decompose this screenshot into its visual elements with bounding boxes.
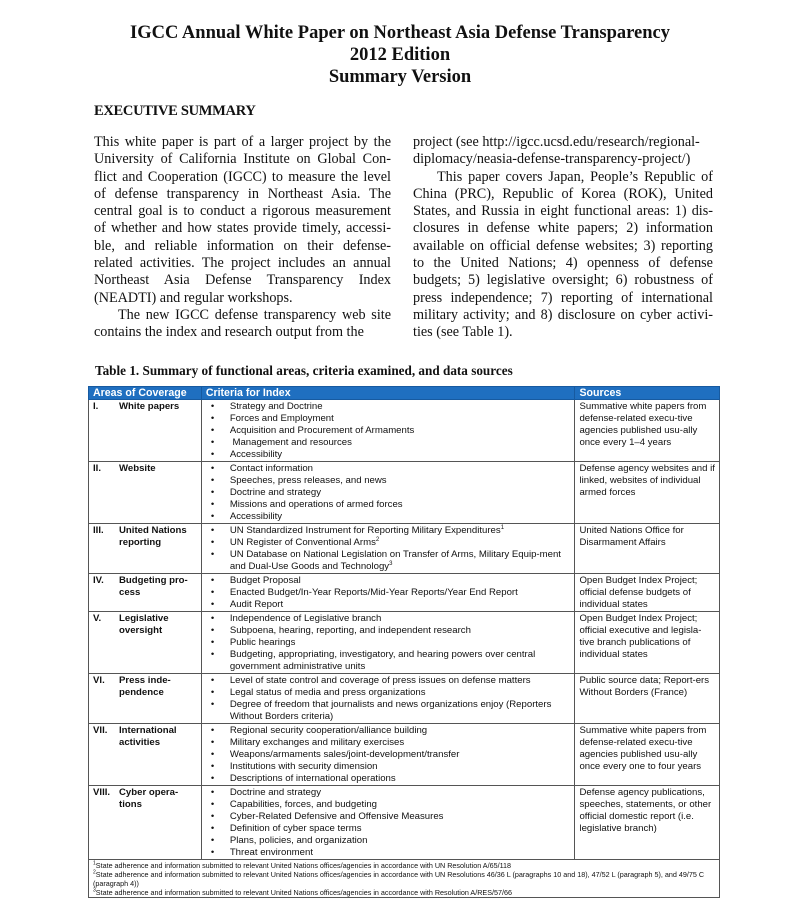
sources-cell: Defense agency websites and if linked, websites of individual armed forces [575,462,720,524]
criteria-cell [201,724,575,786]
table-row [89,786,720,860]
footnote-ref: 3 [389,560,393,567]
criteria-item: • Independence of Legislative branch [206,613,571,625]
criteria-item: • Contact information [206,463,571,475]
area-number: V. [93,613,102,624]
criteria-cell [201,786,575,860]
footnote-mark: 3 [93,887,96,894]
table-row [89,574,720,612]
footnotes-cell [89,860,720,898]
criteria-item: • Plans, policies, and organization [206,835,571,847]
criteria-item: • Accessibility [206,449,571,461]
criteria-item [206,549,571,573]
footnote-mark: 1 [93,860,96,867]
title-line-3: Summary Version [328,67,472,87]
sources-cell: Public source data; Report-ers Without Borders (France) [575,674,720,724]
criteria-item: • Management and resources [206,437,571,449]
criteria-text: UN Register of Conventional Arms [229,537,376,548]
criteria-item: • Doctrine and strategy [206,787,571,799]
title-line-1: IGCC Annual White Paper on Northeast Asia Defense Transparency [130,23,670,43]
criteria-item: • Legal status of media and press organizations [206,687,571,699]
sources-cell: Open Budget Index Project; official executive and legisla-tive branch publications of individual states [575,612,720,674]
area-cell [89,462,202,524]
area-number: IV. [93,575,104,586]
criteria-cell [201,462,575,524]
footnote-mark: 2 [93,869,96,876]
criteria-cell [201,612,575,674]
table-footnotes-row [89,860,720,898]
column-header-sources: Sources [575,387,720,400]
document-title [0,22,800,88]
area-number: VII. [93,725,108,736]
column-header-areas: Areas of Coverage [89,387,202,400]
paragraph: This paper covers Japan, People’s Republic of China (PRC), Republic of Korea (ROK), United States, and Russia in eight functional areas: 1) dis-closures in defense white papers; 2) information available on official defense websites; 3) reporting to the United Nations; 4) openness of defense budgets; 5) legislative oversight; 6) robustness of press independence; 7) reporting of international military activity; and 8) disclosure on cyber activi-ties (see Table 1). [413,168,713,341]
criteria-item: • Level of state control and coverage of press issues on defense matters [206,675,571,687]
table-row [89,524,720,574]
area-label: International activities [119,725,177,748]
area-number: III. [93,525,104,536]
area-cell [89,612,202,674]
criteria-item: • Capabilities, forces, and budgeting [206,799,571,811]
area-cell [89,786,202,860]
criteria-item: • Public hearings [206,637,571,649]
criteria-item: • Accessibility [206,511,571,523]
criteria-item [206,537,571,549]
criteria-item: • Definition of cyber space terms [206,823,571,835]
footnote-ref: 2 [375,536,380,543]
footnote-text: State adherence and information submitted to relevant United Nations offices/agencies in accordance with UN Resolutions 46/36 L (paragraphs 10 and 18), 47/52 L (paragraph 5), and 49/75 C (paragraph 4)) [93,870,705,888]
area-cell [89,674,202,724]
criteria-item: • Acquisition and Procurement of Armaments [206,425,571,437]
area-cell [89,724,202,786]
area-label: Cyber opera-tions [119,787,179,810]
criteria-item: • Budgeting, appropriating, investigatory, and hearing powers over central government administrative units [206,649,571,673]
area-cell [89,400,202,462]
area-cell [89,524,202,574]
criteria-item [206,525,571,537]
criteria-cell [201,674,575,724]
table-header-row [89,387,720,400]
area-number: I. [93,401,99,412]
table-row [89,724,720,786]
sources-cell: Summative white papers from defense-related execu-tive agencies published usu-ally once every 1–4 years [575,400,720,462]
sources-cell: Open Budget Index Project; official defense budgets of individual states [575,574,720,612]
criteria-item: • Degree of freedom that journalists and news organizations enjoy (Reporters Without Borders criteria) [206,699,571,723]
area-label: Legislative oversight [119,613,169,636]
footnote-text: State adherence and information submitted to relevant United Nations offices/agencies in accordance with UN Resolution A/65/118 [95,861,512,870]
section-heading: EXECUTIVE SUMMARY [94,103,256,119]
title-line-2: 2012 Edition [349,45,451,65]
criteria-item: • Budget Proposal [206,575,571,587]
criteria-item: • Threat environment [206,847,571,859]
criteria-item: • Doctrine and strategy [206,487,571,499]
criteria-item: • Missions and operations of armed forces [206,499,571,511]
area-number: II. [93,463,101,474]
paragraph: The new IGCC defense transparency web site contains the index and research output from the [94,306,391,341]
footnote [93,861,715,870]
area-number: VIII. [93,787,111,798]
footnote-ref: 1 [500,524,505,531]
area-label: White papers [119,401,180,412]
criteria-cell [201,400,575,462]
criteria-cell [201,574,575,612]
table-row [89,400,720,462]
area-number: VI. [93,675,105,686]
body-column-left [94,134,391,342]
criteria-cell [201,524,575,574]
area-label: United Nations reporting [119,525,187,548]
criteria-item: • Weapons/armaments sales/joint-development/transfer [206,749,571,761]
sources-cell: United Nations Office for Disarmament Affairs [575,524,720,574]
area-label: Press inde-pendence [119,675,171,698]
area-label: Budgeting pro-cess [119,575,188,598]
criteria-item: • Enacted Budget/In-Year Reports/Mid-Year Reports/Year End Report [206,587,571,599]
body-column-right [413,134,713,342]
criteria-text: UN Database on National Legislation on Transfer of Arms, Military Equip-ment and Dual-Use Goods and Technology [229,549,561,572]
criteria-item: • Cyber-Related Defensive and Offensive Measures [206,811,571,823]
criteria-text: UN Standardized Instrument for Reporting Military Expenditures [229,525,501,536]
table-row [89,612,720,674]
criteria-item: • Institutions with security dimension [206,761,571,773]
criteria-item: • Subpoena, hearing, reporting, and independent research [206,625,571,637]
sources-cell: Defense agency publications, speeches, statements, or other official domestic report (i.e. legislative branch) [575,786,720,860]
criteria-item: • Forces and Employment [206,413,571,425]
table-row [89,674,720,724]
criteria-item: • Audit Report [206,599,571,611]
table-row [89,462,720,524]
criteria-item: • Regional security cooperation/alliance building [206,725,571,737]
area-cell [89,574,202,612]
table-caption: Table 1. Summary of functional areas, criteria examined, and data sources [95,363,513,378]
footnote-text: State adherence and information submitted to relevant United Nations offices/agencies in accordance with Resolution A/RES/57/66 [95,888,512,897]
criteria-item: • Military exchanges and military exercises [206,737,571,749]
criteria-item: • Speeches, press releases, and news [206,475,571,487]
footnote [93,870,715,888]
sources-cell: Summative white papers from defense-related execu-tive agencies published usu-ally once every one to four years [575,724,720,786]
area-label: Website [119,463,156,474]
column-header-criteria: Criteria for Index [201,387,575,400]
paragraph: This white paper is part of a larger project by the University of California Institute on Global Con-flict and Cooperation (IGCC) to measure the level of defense transparency in Northeast Asia. The central goal is to conduct a rigorous measurement of whether and how states provide timely, accessi-ble, and reliable information on their defense-related activities. The project includes an annual Northeast Asia Defense Transparency Index (NEADTI) and regular workshops. [94,134,391,306]
summary-table [88,386,720,898]
footnote [93,888,715,897]
criteria-item: • Descriptions of international operations [206,773,571,785]
criteria-item: • Strategy and Doctrine [206,401,571,413]
paragraph-with-url: project (see http://igcc.ucsd.edu/research/regional-diplomacy/neasia-defense-transparency-project/) [413,134,700,168]
